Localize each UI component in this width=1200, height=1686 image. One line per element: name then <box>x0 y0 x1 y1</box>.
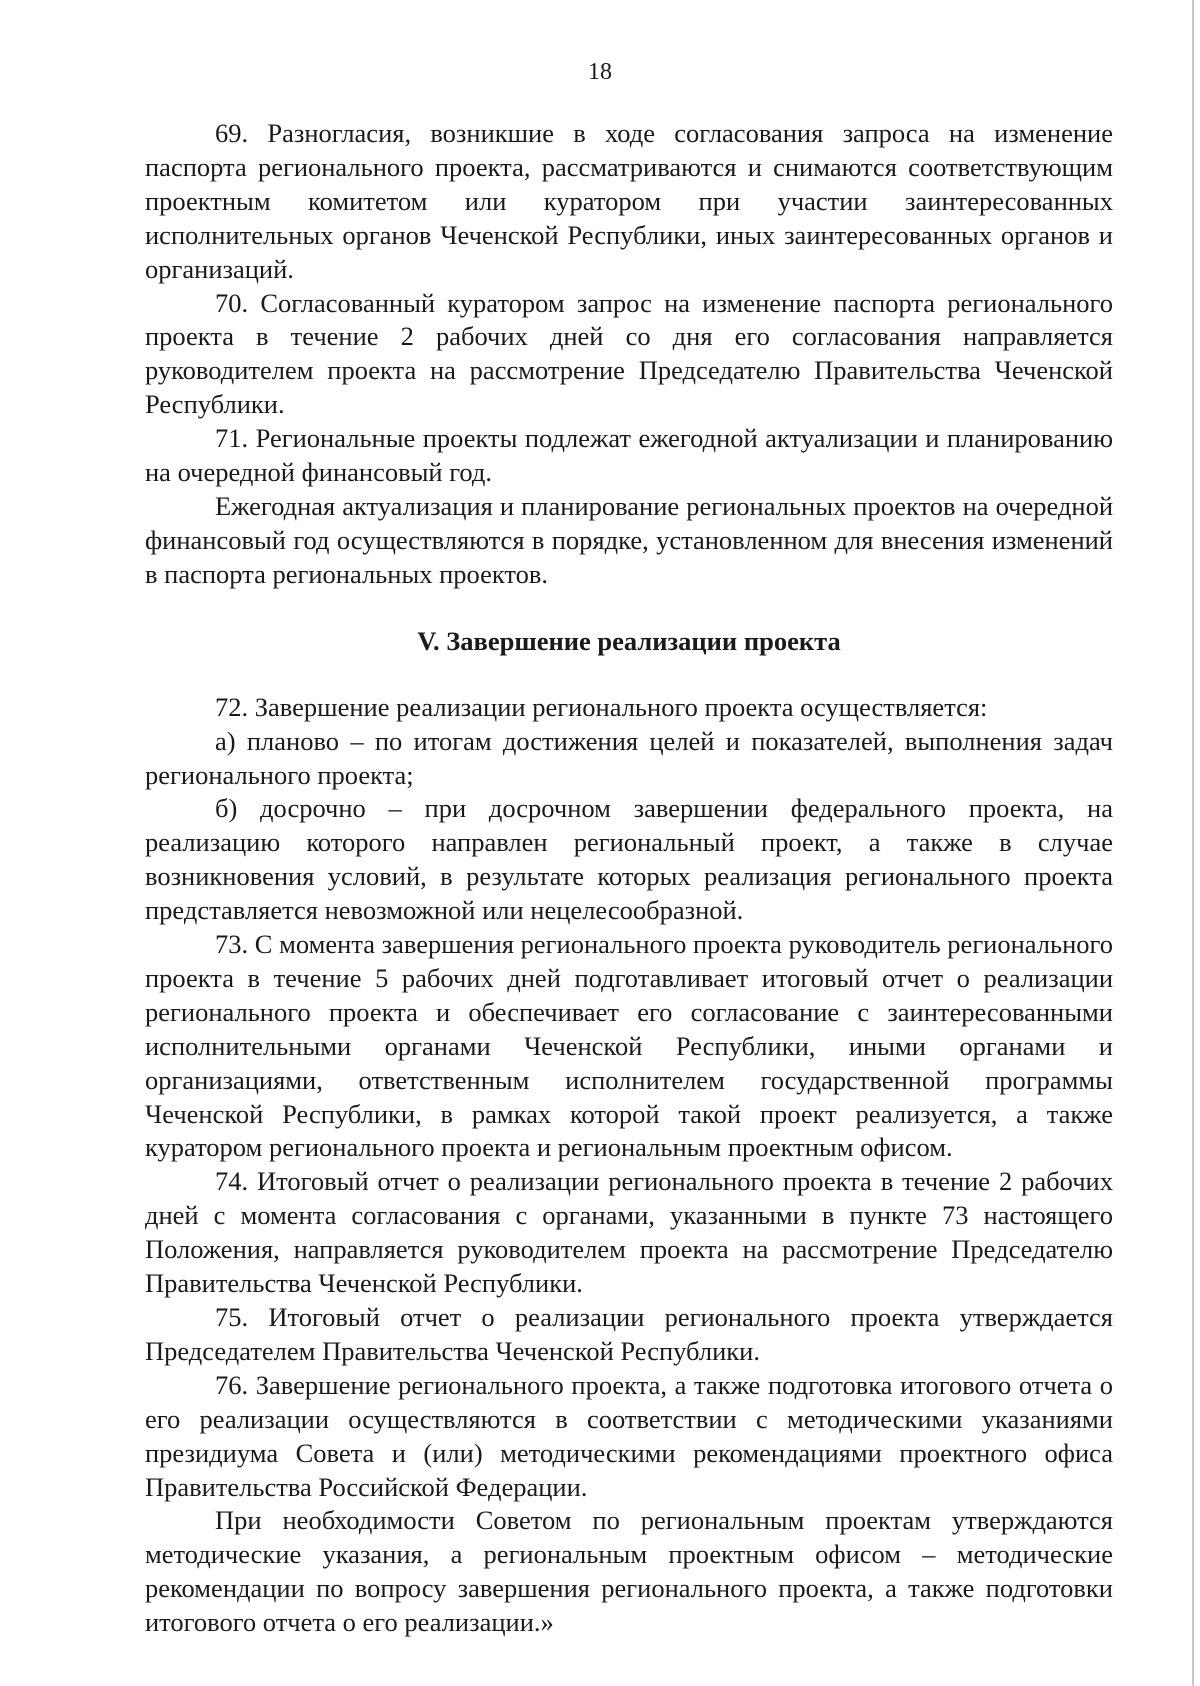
page-edge-line <box>1192 0 1194 1686</box>
paragraph-75: 75. Итоговый отчет о реализации регионального проекта утверждается Председателем Правительства Чеченской Республики. <box>145 1302 1113 1366</box>
paragraph-76: 76. Завершение регионального проекта, а также подготовка итогового отчета о его реализации осуществляются в соответствии с методическими указаниями президиума Совета и (или) методическими рекомендациями проектного офиса Правительства Российской Федерации. <box>145 1369 1113 1502</box>
document-body <box>145 117 1113 1640</box>
paragraph-methodical-guidance: При необходимости Советом по региональным проектам утверждаются методические указания, а региональным проектным офисом – методические рекомендации по вопросу завершения регионального проекта, а также подготовки итогового отчета о его реализации.» <box>145 1505 1113 1638</box>
section-heading: V. Завершение реализации проекта <box>417 625 841 656</box>
paragraph-annual-update: Ежегодная актуализация и планирование региональных проектов на очередной финансовый год осуществляются в порядке, установленном для внесения изменений в паспорта региональных проектов. <box>145 490 1113 589</box>
paragraph-72-a: а) планово – по итогам достижения целей и показателей, выполнения задач регионального проекта; <box>145 725 1113 790</box>
paragraph-72: 72. Завершение реализации регионального проекта осуществляется: <box>215 691 988 722</box>
paragraph-69: 69. Разногласия, возникшие в ходе согласования запроса на изменение паспорта регионального проекта, рассматриваются и снимаются соответствующим проектным комитетом или куратором при участии заинтересованных исполнительных органов Чеченской Республики, иных заинтересованных органов и организаций. <box>145 118 1113 284</box>
paragraph-71: 71. Региональные проекты подлежат ежегодной актуализации и планированию на очередной финансовый год. <box>145 423 1113 488</box>
paragraph-70: 70. Согласованный куратором запрос на изменение паспорта регионального проекта в течение 2 рабочих дней со дня его согласования направляется руководителем проекта на рассмотрение Председателю Правительства Чеченской Республики. <box>145 287 1113 420</box>
paragraph-73: 73. С момента завершения регионального проекта руководитель регионального проекта в течение 5 рабочих дней подготавливает итоговый отчет о реализации регионального проекта и обеспечивает его согласование с заинтересованными исполнительными органами Чеченской Республики, иными органами и организациями, ответственным исполнителем государственной программы Чеченской Республики, в рамках которой такой проект реализуется, а также куратором регионального проекта и региональным проектным офисом. <box>145 929 1113 1163</box>
page-number: 18 <box>588 59 612 85</box>
paragraph-72-b: б) досрочно – при досрочном завершении федерального проекта, на реализацию которого направлен региональный проект, а также в случае возникновения условий, в результате которых реализация регионального проекта представляется невозможной или нецелесообразной. <box>145 793 1113 926</box>
paragraph-74: 74. Итоговый отчет о реализации регионального проекта в течение 2 рабочих дней с момента согласования с органами, указанными в пункте 73 настоящего Положения, направляется руководителем проекта на рассмотрение Председателю Правительства Чеченской Республики. <box>145 1166 1113 1299</box>
